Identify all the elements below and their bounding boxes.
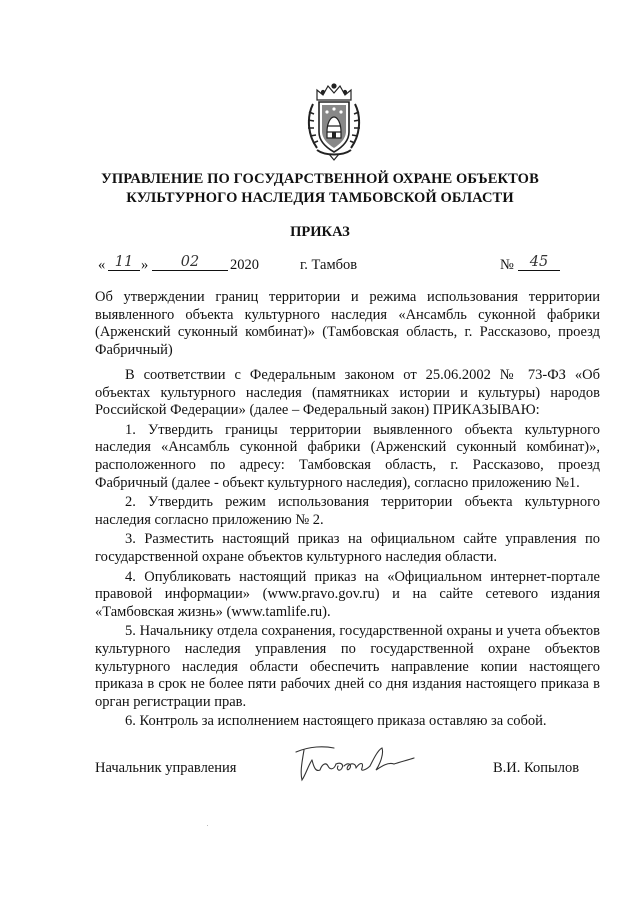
- order-item-2: 2. Утвердить режим использования территории объекта культурного наследия согласно приложению № 2.: [95, 494, 600, 528]
- order-intro: В соответствии с Федеральным законом от 25.06.2002 № 73-ФЗ «Об объектах культурного наследия (памятниках истории и культуры) народов Российской Федерации» (далее – Федеральный закон) ПРИКАЗЫВАЮ:: [95, 367, 600, 419]
- number-label: №: [500, 257, 514, 273]
- date-number-line: [0, 254, 640, 279]
- order-item-3: 3. Разместить настоящий приказ на официальном сайте управления по государственной охране объектов культурного наследия области.: [95, 531, 600, 565]
- order-item-4: 4. Опубликовать настоящий приказ на «Официальном интернет-портале правовой информации» (www.pravo.gov.ru) и на сайте сетевого издания «Тамбовская жизнь» (www.tamlife.ru).: [95, 568, 600, 620]
- coat-of-arms-emblem: [303, 82, 365, 162]
- order-item-5: 5. Начальнику отдела сохранения, государственной охраны и учета объектов культурного наследия управления по государственной охране объектов культурного наследия области обеспечить направление копии настоящего приказа в срок не более пяти рабочих дней со дня издания настоящего приказа в орган регистрации прав.: [95, 623, 600, 710]
- order-subject: Об утверждении границ территории и режима использования территории выявленного объекта культурного наследия «Ансамбль суконной фабрики (Арженский суконный комбинат)» (Тамбовская область, г. Рассказово, проезд Фабричный): [95, 289, 600, 358]
- order-item-1: 1. Утвердить границы территории выявленного объекта культурного наследия «Ансамбль суконной фабрики (Арженский суконный комбинат)», расположенного по адресу: Тамбовская область, г. Рассказово, проезд Фабричный (далее - объект культурного наследия), согласно приложению №1.: [95, 421, 600, 491]
- document-type-heading: ПРИКАЗ: [290, 224, 350, 240]
- city: г. Тамбов: [300, 257, 358, 273]
- date-month-handwritten: 02: [152, 254, 228, 271]
- organization-title-line1: УПРАВЛЕНИЕ ПО ГОСУДАРСТВЕННОЙ ОХРАНЕ ОБЪЕКТОВ: [101, 171, 539, 187]
- date-close-quote: »: [141, 257, 149, 273]
- scan-speck: [207, 825, 208, 826]
- date-year: 2020: [230, 257, 259, 273]
- date-day-handwritten: 11: [108, 254, 140, 271]
- organization-title-line2: КУЛЬТУРНОГО НАСЛЕДИЯ ТАМБОВСКОЙ ОБЛАСТИ: [126, 190, 514, 206]
- signer-name: В.И. Копылов: [493, 760, 580, 776]
- date-open-quote: «: [98, 257, 106, 273]
- order-body: [95, 367, 600, 733]
- signer-position: Начальник управления: [95, 760, 237, 776]
- signature-block: [0, 760, 640, 790]
- order-item-6: 6. Контроль за исполнением настоящего приказа оставляю за собой.: [125, 713, 547, 730]
- document-number-handwritten: 45: [518, 254, 560, 271]
